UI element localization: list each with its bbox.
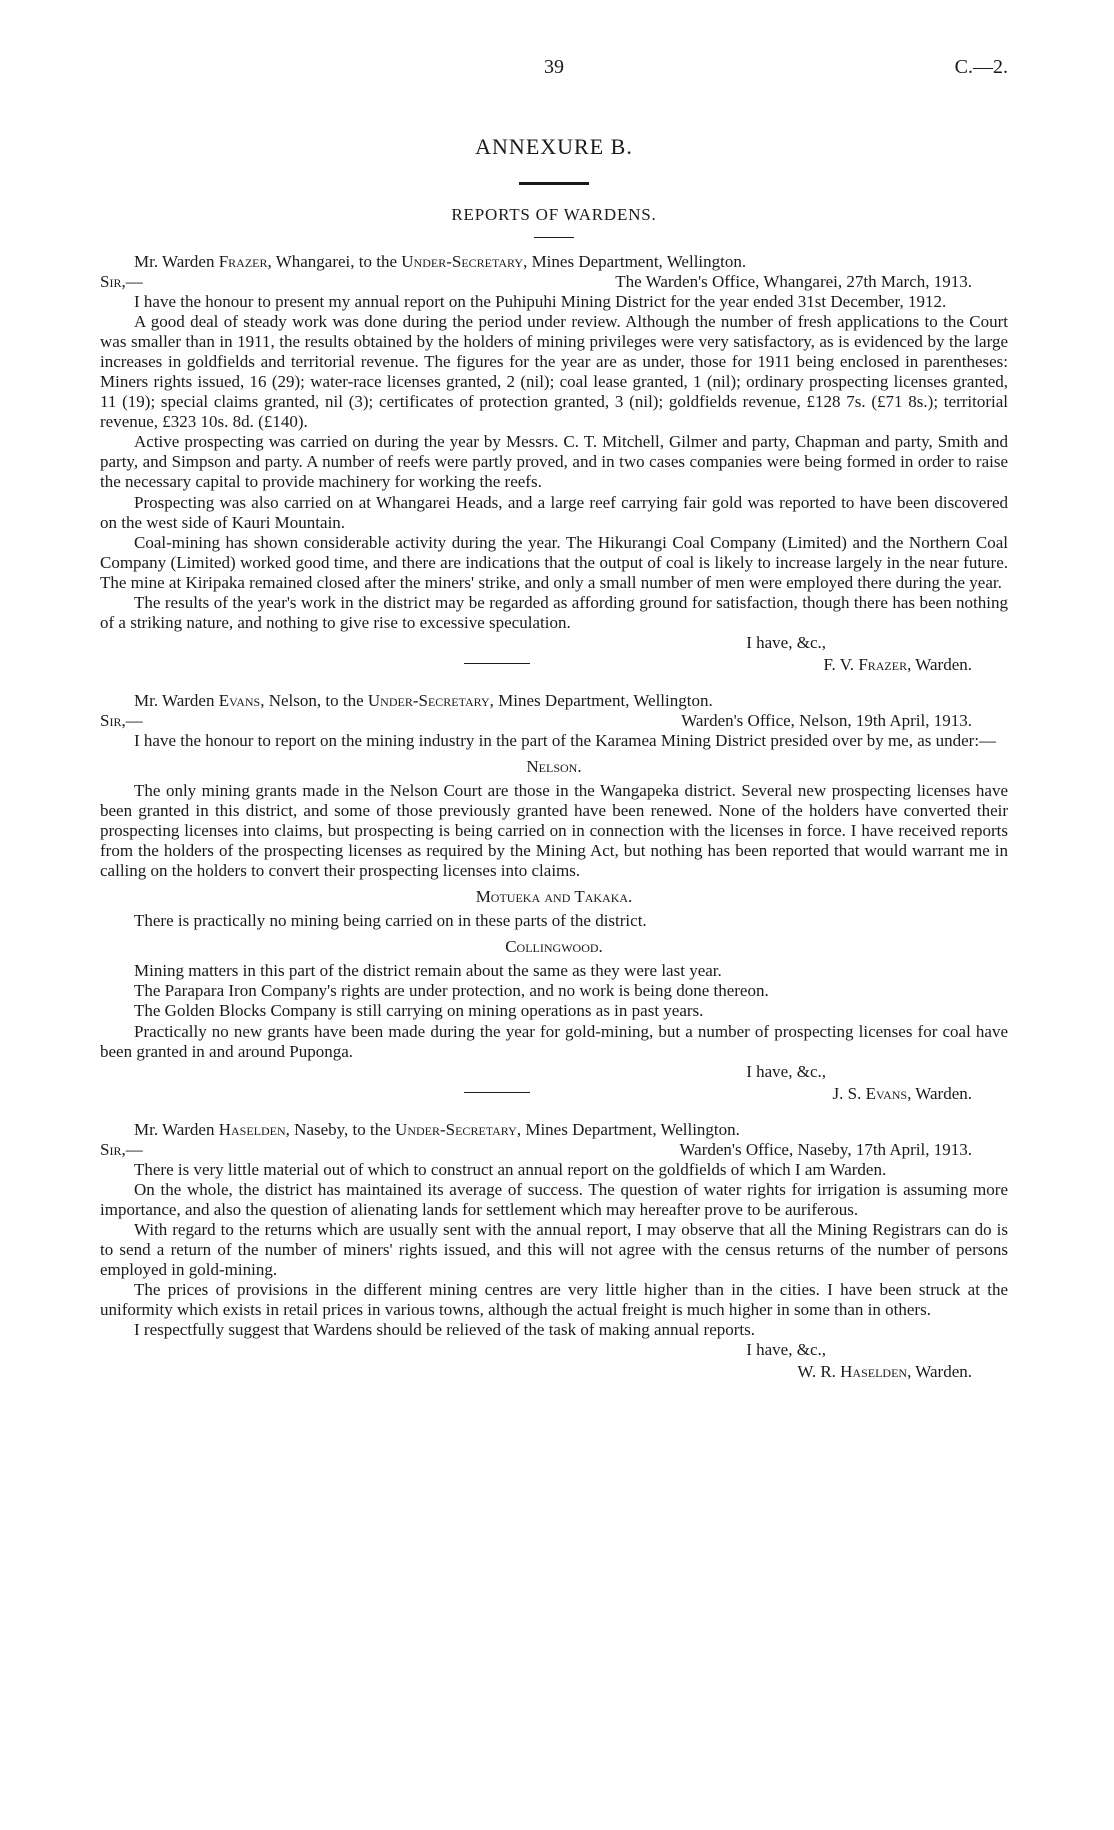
subsection-heading: Motueka and Takaka.: [475, 887, 633, 907]
recipient: Under-Secretary: [395, 1119, 517, 1139]
paragraph: Practically no new grants have been made during the year for gold-mining, but a number of prospecting licenses for coal have been granted in and around Puponga.: [100, 1021, 1008, 1061]
paragraph: Mining matters in this part of the district remain about the same as they were last year.: [134, 961, 722, 981]
address-line: [100, 711, 1008, 731]
signature-initials: W. R.: [797, 1362, 841, 1382]
report-frazer: [100, 252, 1008, 679]
subsection-heading: Collingwood.: [505, 937, 603, 957]
paragraph: The only mining grants made in the Nelson Court are those in the Wangapeka district. Several new prospecting licenses have been granted in this district, and some of those previously granted have been renewed. None of the holders have converted their prospecting licenses into claims, but prospecting is being carried on in connection with the licenses in force. I have received reports from the holders of the prospecting licenses as required by the Mining Act, but nothing has been reported that would warrant me in calling on the holders to convert their prospecting licenses into claims.: [100, 780, 1008, 881]
report-haselden: [100, 1120, 1008, 1386]
signature-rule: [464, 1092, 530, 1093]
signature: [797, 1362, 972, 1382]
intro-paragraph: I have the honour to report on the mining industry in the part of the Karamea Mining District presided over by me, as under:—: [134, 730, 997, 750]
paragraph: On the whole, the district has maintained its average of success. The question of water rights for irrigation is assuming more importance, and also the question of alienating lands for settlement which may hereafter prove to be auriferous.: [100, 1179, 1008, 1219]
signature: [833, 1084, 972, 1104]
signature-rule: [464, 663, 530, 664]
paragraph: Active prospecting was carried on during the year by Messrs. C. T. Mitchell, Gilmer and party, Chapman and party, Smith and party, and Simpson and party. A number of reefs were partly proved, and in two cases companies were being formed in order to raise the necessary capital to provide machinery for working the reefs.: [100, 432, 1008, 492]
heading-prefix: Mr. Warden: [134, 252, 219, 271]
recipient: Under-Secretary: [401, 252, 524, 271]
signoff: [100, 1340, 1008, 1386]
heading-mid: , Whangarei, to the: [267, 252, 402, 271]
office-date: Warden's Office, Nelson, 19th April, 1913.: [681, 710, 972, 730]
closing: I have, &c.,: [746, 1340, 826, 1360]
paragraph: A good deal of steady work was done during the period under review. Although the number of fresh applications to the Court was smaller than in 1911, the results obtained by the holders of mining privileges were very satisfactory, as is evidenced by the large increases in goldfields and territorial revenue. The figures for the year are as under, those for 1911 being enclosed in parentheses: Miners rights issued, 16 (29); water-race licenses granted, 2 (nil); coal lease granted, 1 (nil); ordinary prospecting licenses granted, 11 (19); special claims granted, nil (3); certificates of protection granted, 3 (nil); goldfields revenue, £128 7s. (£71 8s.); territorial revenue, £323 10s. 8d. (£140).: [100, 312, 1008, 432]
warden-name: Haselden: [218, 1119, 286, 1139]
section-title: REPORTS OF WARDENS.: [451, 204, 657, 224]
subsection-heading: Nelson.: [526, 756, 582, 776]
paragraph: Coal-mining has shown considerable activity during the year. The Hikurangi Coal Company (Limited) and the Northern Coal Company (Limited) worked good time, and there are indications that the output of coal is likely to increase largely in the near future. The mine at Kiripaka remained closed after the miners' strike, and only a small number of men were employed there during the year.: [100, 532, 1008, 592]
signature-initials: J. S.: [832, 1083, 866, 1103]
title-divider: [519, 182, 589, 185]
report-heading: [100, 1120, 1008, 1140]
annexure-title: ANNEXURE B.: [475, 134, 633, 159]
signature-title: , Warden.: [907, 1362, 972, 1382]
paragraph: With regard to the returns which are usually sent with the annual report, I may observe that all the Mining Registrars can do is to send a return of the number of miners' rights issued, and this will not agree with the census returns of the number of persons employed in gold-mining.: [100, 1219, 1008, 1279]
page-header: [100, 56, 1008, 86]
heading-prefix: Mr. Warden: [134, 690, 219, 710]
paragraph: Prospecting was also carried on at Whangarei Heads, and a large reef carrying fair gold was reported to have been discovered on the west side of Kauri Mountain.: [100, 492, 1008, 532]
paragraph: The Golden Blocks Company is still carrying on mining operations as in past years.: [134, 1001, 704, 1021]
page-number: 39: [544, 56, 564, 78]
salutation: Sir,—: [100, 272, 143, 292]
paragraph: I have the honour to present my annual report on the Puhipuhi Mining District for the year ended 31st December, 1912.: [134, 292, 947, 312]
paragraph: There is very little material out of which to construct an annual report on the goldfields of which I am Warden.: [134, 1159, 887, 1179]
paragraph: The Parapara Iron Company's rights are under protection, and no work is being done thereon.: [134, 981, 769, 1001]
signature-name: Evans: [865, 1083, 908, 1103]
office-date: Warden's Office, Naseby, 17th April, 1913.: [679, 1139, 972, 1159]
section-divider: [534, 237, 574, 238]
warden-name: Frazer: [218, 252, 268, 271]
signature-initials: F. V.: [823, 654, 859, 674]
signature-name: Frazer: [858, 654, 908, 674]
signoff: [100, 1062, 1008, 1108]
salutation: Sir,—: [100, 1139, 143, 1159]
heading-suffix: , Mines Department, Wellington.: [489, 690, 713, 710]
heading-mid: , Nelson, to the: [260, 690, 368, 710]
report-heading: [100, 691, 1008, 711]
recipient: Under-Secretary: [367, 690, 490, 710]
series-reference: C.—2.: [954, 56, 1008, 78]
office-date: The Warden's Office, Whangarei, 27th March, 1913.: [615, 272, 972, 292]
paragraph: The results of the year's work in the district may be regarded as affording ground for satisfaction, though there has been nothing of a striking nature, and nothing to give rise to excessive speculation.: [100, 592, 1008, 632]
closing: I have, &c.,: [746, 632, 826, 652]
address-line: [100, 272, 1008, 292]
paragraph: I respectfully suggest that Wardens should be relieved of the task of making annual reports.: [134, 1320, 756, 1340]
signature-title: , Warden.: [907, 654, 972, 674]
signature-name: Haselden: [840, 1362, 908, 1382]
signature-title: , Warden.: [907, 1083, 972, 1103]
paragraph: There is practically no mining being carried on in these parts of the district.: [134, 911, 647, 931]
heading-prefix: Mr. Warden: [134, 1119, 219, 1139]
closing: I have, &c.,: [746, 1061, 826, 1081]
address-line: [100, 1140, 1008, 1160]
heading-suffix: , Mines Department, Wellington.: [516, 1119, 740, 1139]
paragraph: The prices of provisions in the different mining centres are very little higher than in the cities. I have been struck at the uniformity which exists in retail prices in various towns, although the actual freight is much higher in some than in others.: [100, 1279, 1008, 1319]
heading-mid: , Naseby, to the: [285, 1119, 396, 1139]
report-heading: [100, 252, 1008, 272]
warden-name: Evans: [218, 690, 261, 710]
signature: [823, 655, 972, 675]
salutation: Sir,—: [100, 710, 143, 730]
report-evans: [100, 691, 1008, 1108]
heading-suffix: , Mines Department, Wellington.: [523, 252, 747, 271]
signoff: [100, 633, 1008, 679]
